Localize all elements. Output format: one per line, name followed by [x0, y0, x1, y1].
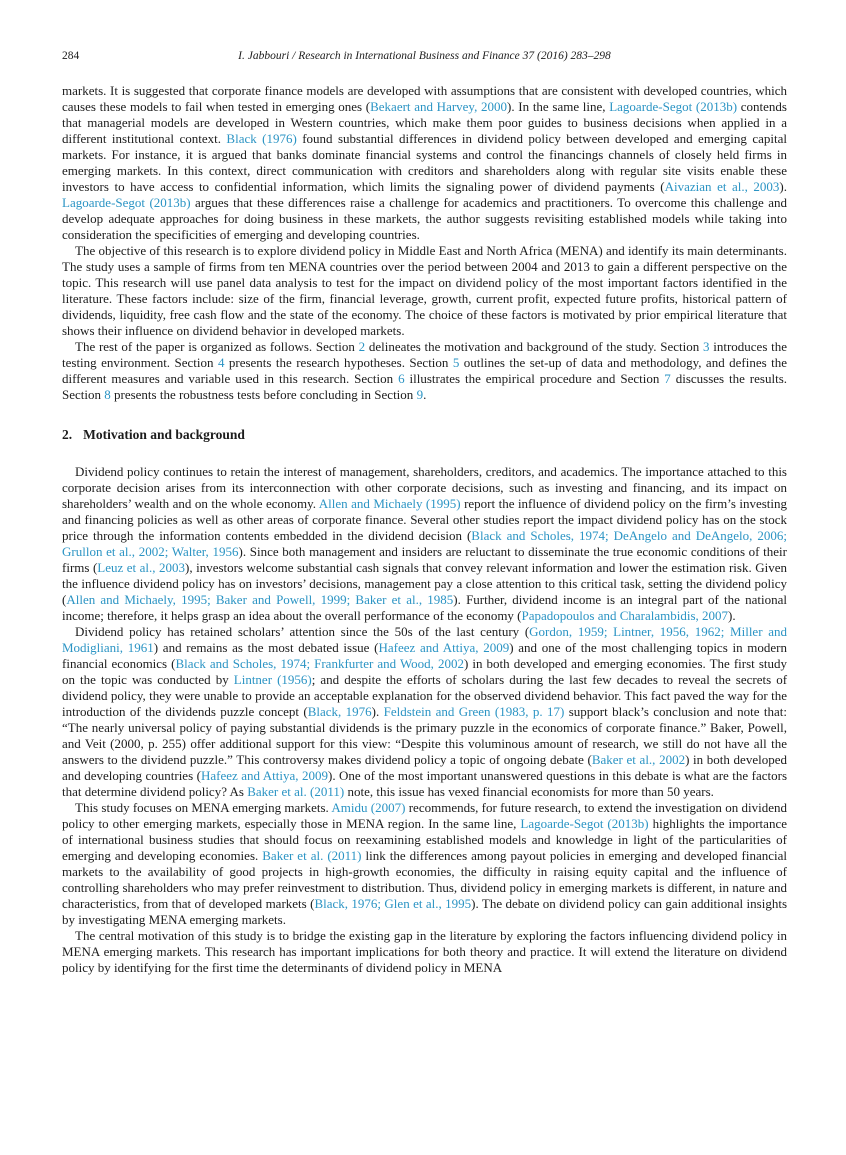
paragraph [62, 624, 787, 800]
text-segment: presents the robustness tests before concluding in Section [110, 387, 417, 402]
citation-link[interactable]: Black (1976) [226, 131, 297, 146]
text-segment: This study focuses on MENA emerging markets. [75, 800, 332, 815]
citation-link[interactable]: Lagoarde-Segot (2013b) [520, 816, 649, 831]
citation-link[interactable]: 5 [452, 355, 460, 370]
citation-link[interactable]: 4 [217, 355, 225, 370]
text-segment: ). One of the most important unanswered questions in this debate is what are the factors that determine dividend policy? As [62, 768, 788, 799]
text-segment: delineates the motivation and background of the study. Section [365, 339, 703, 354]
text-segment: discusses the results. Section [62, 371, 788, 402]
text-segment: ) in both developed and developing countries ( [62, 752, 787, 783]
page-number: 284 [62, 50, 80, 62]
citation-link[interactable]: 6 [398, 371, 405, 386]
citation-link[interactable]: 2 [358, 339, 366, 354]
text-segment: ; and despite the efforts of scholars during the last few decades to reveal the secrets of dividend policy, they were unable to provide an acceptable explanation for the observed dividend behavior. This fact paved the way for the introduction of the dividends puzzle concept ( [62, 672, 788, 719]
text-segment: recommends, for future research, to extend the investigation on dividend policy to other emerging markets, especially those in MENA region. In the same line, [62, 800, 787, 831]
citation-link[interactable]: Black, 1976; Glen et al., 1995 [314, 896, 472, 911]
text-segment: ). [728, 608, 736, 623]
section-title: Motivation and background [83, 427, 245, 442]
text-segment: introduces the testing environment. Section [62, 339, 787, 370]
citation-link[interactable]: 3 [703, 339, 710, 354]
text-segment: markets. It is suggested that corporate finance models are developed with assumptions that are consistent with developed countries, which causes these models to fail when tested in emerging ones ( [62, 83, 787, 114]
section-number: 2. [62, 427, 73, 442]
paragraph [62, 928, 787, 976]
text-segment: ). In the same line, [507, 99, 610, 114]
citation-link[interactable]: Baker et al. (2011) [262, 848, 362, 863]
text-segment: report the influence of dividend policy on the firm’s investing and financing policies as well as other areas of corporate finance. Several other studies report the impact dividend policy has on the stock price through the information contents embedded in the dividend decision ( [62, 496, 788, 543]
text-segment: ). [779, 179, 788, 194]
section-heading [62, 426, 787, 443]
text-segment: highlights the importance of international business studies that should focus on reexamining established models and knowledge in light of the particularities of emerging and developing economies. [62, 816, 787, 863]
citation-link[interactable]: Lagoarde-Segot (2013b) [62, 195, 191, 210]
text-segment: ) in both developed and emerging economies. The first study on the topic was conducted by [62, 656, 788, 687]
text-segment: ). The debate on dividend policy can gain additional insights by investigating MENA emerging markets. [62, 896, 788, 927]
paragraph [62, 800, 787, 928]
text-segment: outlines the set-up of data and methodology, and defines the different measures and variable used in this research. Section [62, 355, 787, 386]
paragraph [62, 339, 787, 403]
citation-link[interactable]: Baker et al. (2011) [247, 784, 345, 799]
citation-link[interactable]: Black and Scholes, 1974; DeAngelo and DeAngelo, 2006; Grullon et al., 2002; Walter, 1956 [62, 528, 787, 559]
text-segment: ). Since both management and insiders are reluctant to disseminate the true economic conditions of their firms ( [62, 544, 787, 575]
citation-link[interactable]: Feldstein and Green (1983, p. 17) [383, 704, 565, 719]
citation-link[interactable]: Amidu (2007) [331, 800, 406, 815]
text-segment: note, this issue has vexed financial economists for more than 50 years. [344, 784, 714, 799]
text-segment: ) and remains as the most debated issue ( [153, 640, 379, 655]
text-segment: ). Further, dividend income is an integral part of the national income; therefore, it helps grasp an idea about the overall performance of the economy ( [62, 592, 787, 623]
citation-link[interactable]: Hafeez and Attiya, 2009 [378, 640, 510, 655]
page-header [62, 49, 787, 63]
citation-link[interactable]: Lagoarde-Segot (2013b) [609, 99, 738, 114]
text-segment: presents the research hypotheses. Section [224, 355, 453, 370]
text-segment: ). [371, 704, 384, 719]
paragraph [62, 464, 787, 624]
citation-link[interactable]: 7 [664, 371, 671, 386]
text-segment: found substantial differences in dividend policy between developed and emerging capital markets. For instance, it is argued that banks dominate financial systems and control the financings channels of closely held firms in emerging markets. In this context, direct communication with creditors and shareholders along with regular site visits enable these investors to have access to confidential information, which limits the signaling power of dividend payments ( [62, 131, 787, 194]
text-segment: The objective of this research is to explore dividend policy in Middle East and North Africa (MENA) and identify its main determinants. The study uses a sample of firms from ten MENA countries over the period between 2004 and 2013 to gain a different perspective on the topic. This research will use panel data analysis to test for the impact on dividend policy of the most important factors identified in the literature. These factors include: size of the firm, financial leverage, growth, current profit, expected future profits, historical pattern of dividends, liquidity, free cash flow and the state of the economy. The choice of these factors is motivated by prior empirical literature that shows their influence on dividend behavior in developed markets. [62, 243, 787, 338]
article-body [62, 83, 787, 976]
text-segment: argues that these differences raise a challenge for academics and practitioners. To overcome this challenge and develop adequate approaches for doing business in these markets, the author suggests revisiting established models while taking into consideration the specificities of emerging and developing countries. [62, 195, 787, 242]
citation-link[interactable]: Lintner (1956) [233, 672, 312, 687]
paragraph [62, 83, 787, 243]
text-segment: The rest of the paper is organized as follows. Section [75, 339, 359, 354]
text-segment: The central motivation of this study is to bridge the existing gap in the literature by exploring the factors influencing dividend policy in MENA emerging markets. This research has important implications for both theory and practice. It will extend the literature on dividend policy by identifying for the first time the determinants of dividend policy in MENA [62, 928, 787, 975]
citation-link[interactable]: Papadopoulos and Charalambidis, 2007 [521, 608, 729, 623]
text-segment: . [423, 387, 427, 402]
citation-link[interactable]: Black and Scholes, 1974; Frankfurter and Wood, 2002 [175, 656, 464, 671]
paragraph [62, 243, 787, 339]
text-segment: contends that managerial models are developed in Western countries, which make them poor guides to business decisions when applied in a different institutional context. [62, 99, 787, 146]
citation-link[interactable]: Allen and Michaely (1995) [318, 496, 461, 511]
citation-link[interactable]: Hafeez and Attiya, 2009 [200, 768, 328, 783]
text-segment: Dividend policy has retained scholars’ attention since the 50s of the last century ( [75, 624, 530, 639]
running-title: I. Jabbouri / Research in International Business and Finance 37 (2016) 283–298 [238, 50, 611, 62]
citation-link[interactable]: 8 [104, 387, 111, 402]
citation-link[interactable]: Baker et al., 2002 [591, 752, 686, 767]
text-segment: link the differences among payout policies in emerging and developed financial markets to the availability of good projects in high-growth economies, the difficulty in raising equity capital and the influence of controlling shareholders who may prefer reinvestment to distribution. Thus, dividend policy in emerging markets is different, in nature and characteristics, from that of developed markets ( [62, 848, 788, 911]
text-segment: support black’s conclusion and note that: “The nearly universal policy of paying substantial dividends is the primary puzzle in the economics of corporate finance.” Baker, Powell, and Veit (2000, p. 255) offer additional support for this view: “Despite this voluminous amount of research, we still do not have all the answers to the dividend puzzle.” This controversy makes dividend policy a topic of ongoing debate ( [62, 704, 787, 767]
text-segment: Dividend policy continues to retain the interest of management, shareholders, creditors, and academics. The importance attached to this corporate decision arises from its interconnection with other corporate decisions, such as investing and financing, and its impact on shareholders’ wealth and on the whole economy. [62, 464, 787, 511]
citation-link[interactable]: Gordon, 1959; Lintner, 1956, 1962; Miller and Modigliani, 1961 [62, 624, 787, 655]
citation-link[interactable]: 9 [416, 387, 424, 402]
citation-link[interactable]: Allen and Michaely, 1995; Baker and Powell, 1999; Baker et al., 1985 [66, 592, 454, 607]
text-segment: ) and one of the most challenging topics in modern financial economics ( [62, 640, 788, 671]
citation-link[interactable]: Bekaert and Harvey, 2000 [370, 99, 508, 114]
citation-link[interactable]: Black, 1976 [307, 704, 372, 719]
text-segment: ), investors welcome substantial cash signals that convey relevant information and lower the estimation risk. Given the influence dividend policy has on investors’ decisions, management pay a close attention to this critical task, setting the dividend policy ( [62, 560, 787, 607]
citation-link[interactable]: Leuz et al., 2003 [97, 560, 186, 575]
citation-link[interactable]: Aivazian et al., 2003 [664, 179, 780, 194]
text-segment: illustrates the empirical procedure and Section [404, 371, 665, 386]
